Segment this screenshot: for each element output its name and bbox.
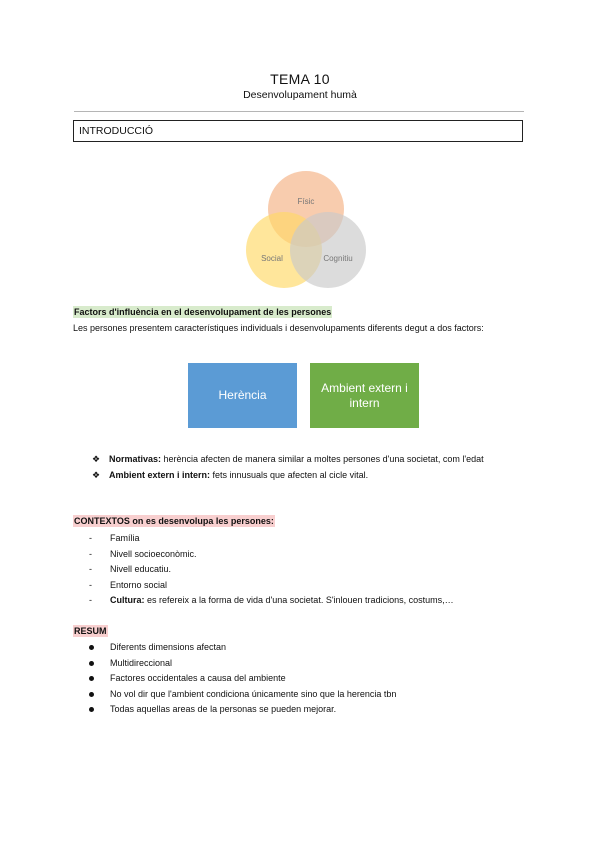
bullet-dot-icon [89, 645, 94, 650]
factor-list [92, 452, 525, 484]
page-title: TEMA 10 [270, 71, 330, 87]
venn-circle-cognitiu [290, 212, 366, 288]
list-item [110, 702, 530, 718]
context-text: Família [110, 533, 140, 543]
list-item [110, 656, 530, 672]
context-text: Nivell socioeconòmic. [110, 548, 197, 559]
factor-term: Ambient extern i intern: [109, 470, 211, 480]
dash-bullet: - [89, 595, 92, 605]
summary-heading: RESUM [74, 626, 107, 636]
summary-text: Factores occidentales a causa del ambiente [110, 673, 286, 683]
bullet-dot-icon [89, 676, 94, 681]
list-item [89, 547, 530, 563]
list-item [110, 671, 530, 687]
context-text: Entorno social [110, 579, 168, 590]
bullet-dot-icon [89, 661, 94, 666]
factor-text: fets innusuals que afecten al cicle vital. [210, 470, 369, 480]
bullet-dot-icon [89, 692, 94, 697]
list-item [92, 452, 525, 467]
dash-bullet: - [89, 579, 92, 590]
list-item [110, 687, 530, 703]
summary-text: No vol dir que l'ambient condiciona únicamente sino que la herencia tbn [110, 688, 397, 699]
list-item [89, 578, 530, 594]
header-divider [74, 111, 524, 112]
page-subtitle: Desenvolupament humà [243, 89, 357, 101]
factor-box-heritage-label: Herència [218, 388, 267, 402]
list-item [89, 593, 530, 609]
factor-box-ambient [310, 363, 419, 428]
contexts-heading: CONTEXTOS on es desenvolupa les persones: [74, 516, 274, 526]
list-item [110, 640, 530, 656]
summary-text: Todas aquellas areas de la personas se pueden mejorar. [110, 704, 337, 714]
factors-heading: Factors d'influència en el desenvolupament de les persones [74, 307, 332, 317]
factors-paragraph: Les persones presentem característiques individuals i desenvolupaments diferents degut a dos factors: [73, 323, 484, 333]
contexts-list [89, 531, 530, 609]
venn-label-fisic: Físic [297, 197, 315, 206]
summary-list [110, 640, 530, 718]
diamond-bullet-icon: ❖ [92, 470, 101, 480]
factor-box-ambient-label: Ambient extern i intern [321, 380, 408, 410]
summary-text: Multidireccional [110, 657, 173, 668]
bullet-dot-icon [89, 707, 94, 712]
factor-term: Normativas: [109, 454, 162, 464]
context-term: Cultura: [110, 595, 145, 605]
dash-bullet: - [89, 564, 92, 574]
venn-label-cognitiu: Cognitiu [323, 254, 353, 263]
factor-box-heritage [188, 363, 297, 428]
context-text: Nivell educatiu. [110, 564, 172, 574]
list-item [92, 468, 525, 483]
summary-text: Diferents dimensions afectan [110, 642, 227, 652]
venn-diagram [240, 168, 370, 288]
dash-bullet: - [89, 548, 92, 559]
section-box-introduccio [73, 120, 523, 142]
factor-text: herència afecten de manera similar a moltes persones d'una societat, com l'edat [161, 454, 484, 464]
list-item [89, 562, 530, 578]
diamond-bullet-icon: ❖ [92, 454, 101, 464]
dash-bullet: - [89, 533, 92, 543]
section-box-label: INTRODUCCIÓ [79, 125, 154, 137]
context-text: es refereix a la forma de vida d'una societat. S'inlouen tradicions, costums,… [144, 595, 454, 605]
list-item [89, 531, 530, 547]
venn-label-social: Social [261, 254, 283, 263]
